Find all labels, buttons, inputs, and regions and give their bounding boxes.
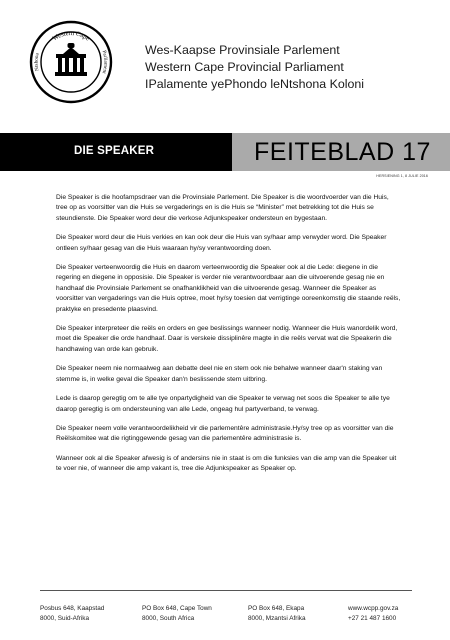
parliament-seal-icon: [29, 20, 113, 104]
revision-note: HERSIENING 1, 8 JULIE 2016: [376, 174, 428, 178]
org-name-afrikaans: Wes-Kaapse Provinsiale Parlement: [145, 43, 340, 57]
organisation-names: [145, 42, 435, 93]
address-afrikaans: [40, 604, 104, 623]
website-link[interactable]: www.wcpp.gov.za: [348, 605, 399, 612]
address-line: 8000, Suid-Afrika: [40, 614, 90, 622]
org-name-english: Western Cape Provincial Parliament: [145, 60, 344, 74]
address-line: Posbus 648, Kaapstad: [40, 605, 105, 612]
paragraph: Die Speaker neem volle verantwoordelikheid vir die parlementêre administrasie.Hy/sy tree op as voorsitter van die Reëlskomitee wat die rigtinggewende gesag van die parlementêre administrasie is.: [56, 424, 394, 443]
title-banner: [0, 133, 450, 171]
address-line: 8000, South Africa: [142, 614, 195, 622]
factsheet-number: FEITEBLAD 17: [254, 138, 431, 166]
paragraph: Die Speaker word deur die Huis verkies en kan ook deur die Huis van sy/haar amp verwyder word. Die Speaker ontleen sy/haar gesag van die Huis waaraan hy/sy verantwoording doen.: [56, 234, 387, 252]
parliament-logo: [29, 20, 113, 104]
address-english: [142, 604, 212, 623]
address-xhosa: [248, 604, 306, 623]
address-line: 8000, Mzantsi Afrika: [248, 614, 306, 622]
paragraph: Die Speaker is die hoofampsdraer van die Provinsiale Parlement. Die Speaker is die woordvoerder van die Huis, tree op as voorsitter van die Huis se vergaderings en is die Huis se “Minister” met betrekking tot die Huis se steundienste. Die Speaker word deur die verkose Adjunkspeaker ondersteun en bygestaan.: [56, 194, 389, 222]
section-title: DIE SPEAKER: [74, 145, 155, 157]
footer-divider: [40, 590, 412, 591]
address-line: PO Box 648, Ekapa: [248, 605, 305, 612]
body-content: [56, 193, 402, 484]
banner-left-panel: [0, 133, 232, 171]
svg-text:Ntshona: Ntshona: [33, 52, 41, 72]
paragraph: Die Speaker neem nie normaalweg aan debatte deel nie en stem ook nie behalwe wanneer daar'n staking van stemme is, in welke geval die Speaker dan'n beslissende stem uitbring.: [56, 365, 383, 383]
contact-details: [348, 604, 398, 623]
paragraph: Die Speaker verteenwoordig die Huis en daarom verteenwoordig die Speaker ook al die Lede: diegene in die regering en diegene in opposisie. Die Speaker is verder nie verantwoordbaar aan die uitvoerende gesag nie en handhaaf die Provinsiale Parlement se onafhanklikheid van die uitvoerende gesag. Wanneer die Speaker as voorsitter van vergaderings van die Huis optree, moet hy/sy toesien dat verrigtinge ooreenkomstig die staande reëls, praktyke en presedente plaasvind.: [56, 264, 401, 313]
paragraph: Wanneer ook al die Speaker afwesig is of andersins nie in staat is om die funksies van die amp van die Speaker uit te voer nie, of wanneer die amp vakant is, tree die Adjunkspeaker as Speaker op.: [56, 454, 397, 473]
banner-right-panel: [232, 133, 450, 171]
paragraph: Lede is daarop geregtig om te alle tye onpartydigheid van die Speaker te verwag net soos die Speaker te alle tye daarop geregtig is om ondersteuning van alle Lede, ongeag hul partyverband, te verwag.: [56, 395, 390, 413]
paragraph: Die Speaker interpreteer die reëls en orders en gee beslissings wanneer nodig. Wanneer die Huis wanordelik word, moet die Speaker die orde handhaaf. Daar is verskeie dissiplinêre magte in die reëls vervat wat die Speakerin die handhawing van orde kan gebruik.: [56, 325, 398, 353]
svg-text:Western Cape: Western Cape: [51, 29, 91, 43]
phone-number: +27 21 487 1600: [348, 614, 397, 622]
svg-text:Parliament: Parliament: [100, 49, 109, 75]
address-line: PO Box 648, Cape Town: [142, 605, 212, 612]
org-name-xhosa: IPalamente yePhondo leNtshona Koloni: [145, 77, 365, 91]
